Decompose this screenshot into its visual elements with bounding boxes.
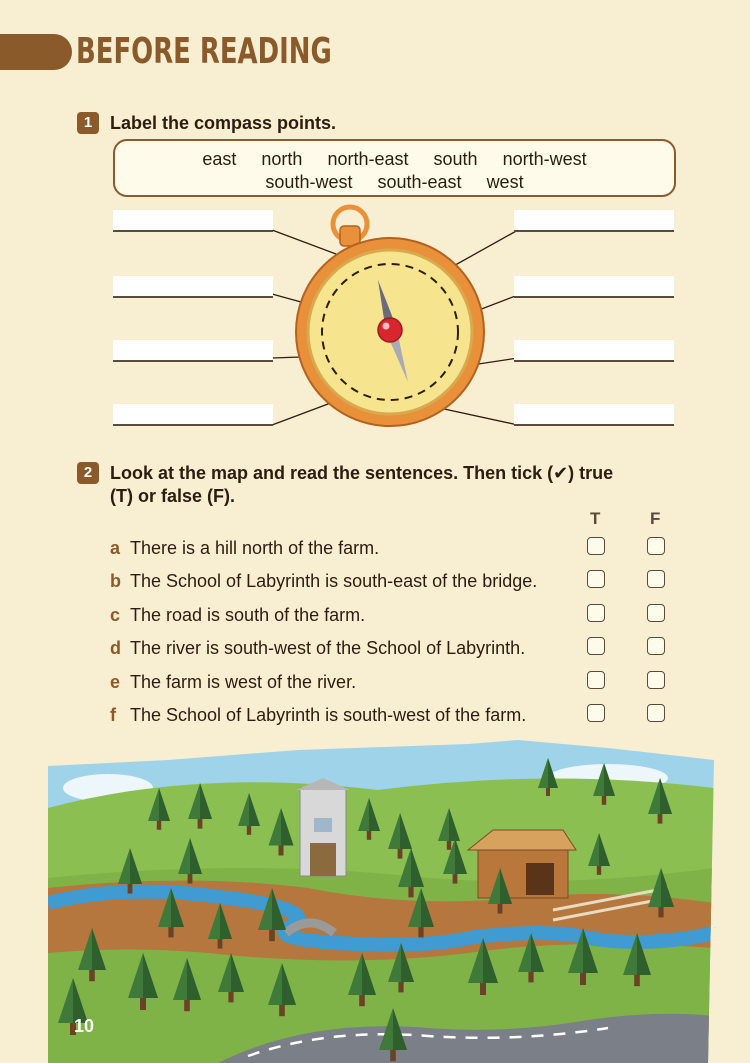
checkbox-false-e[interactable] xyxy=(647,671,665,689)
checkbox-false-d[interactable] xyxy=(647,637,665,655)
question-1-number: 1 xyxy=(77,112,99,134)
word-bank-item: west xyxy=(486,172,524,192)
map-illustration xyxy=(48,738,714,1063)
checkbox-false-f[interactable] xyxy=(647,704,665,722)
statement-letter: b xyxy=(110,571,121,591)
school-of-labyrinth xyxy=(296,778,350,876)
statement-text: The river is south-west of the School of Labyrinth. xyxy=(130,638,526,658)
statement-row xyxy=(110,535,670,561)
question-2-instruction-line-2: (T) or false (F). xyxy=(110,486,235,506)
checkbox-false-c[interactable] xyxy=(647,604,665,622)
checkbox-true-c[interactable] xyxy=(587,604,605,622)
word-bank-item: south-west xyxy=(265,172,353,192)
answer-line-right-4[interactable] xyxy=(514,404,674,426)
answer-line-left-3[interactable] xyxy=(113,340,273,362)
statement-row xyxy=(110,702,670,728)
checkbox-false-a[interactable] xyxy=(647,537,665,555)
word-bank-item: north-west xyxy=(502,149,587,169)
answer-line-left-1[interactable] xyxy=(113,210,273,232)
statement-row xyxy=(110,669,670,695)
answer-line-left-2[interactable] xyxy=(113,276,273,298)
statement-text: The School of Labyrinth is south-west of the farm. xyxy=(130,705,527,725)
section-title: BEFORE READING xyxy=(76,31,332,72)
answer-line-left-4[interactable] xyxy=(113,404,273,426)
word-bank-item: north-east xyxy=(327,149,409,169)
compass-pivot xyxy=(378,318,402,342)
statement-row xyxy=(110,602,670,628)
column-header-true: T xyxy=(590,509,601,528)
statement-letter: f xyxy=(110,705,116,725)
answer-line-right-2[interactable] xyxy=(514,276,674,298)
word-bank-line-2 xyxy=(115,172,674,193)
statement-row xyxy=(110,635,670,661)
checkbox-false-b[interactable] xyxy=(647,570,665,588)
word-bank-item: east xyxy=(202,149,237,169)
word-bank-item: north xyxy=(261,149,303,169)
statement-text: The School of Labyrinth is south-east of the bridge. xyxy=(130,571,538,591)
checkbox-true-d[interactable] xyxy=(587,637,605,655)
word-bank xyxy=(113,139,676,197)
checkbox-true-a[interactable] xyxy=(587,537,605,555)
statement-text: There is a hill north of the farm. xyxy=(130,538,380,558)
page-number: 10 xyxy=(74,1016,95,1036)
column-header-false: F xyxy=(650,509,661,528)
statement-letter: c xyxy=(110,605,121,625)
statement-text: The road is south of the farm. xyxy=(130,605,366,625)
answer-line-right-1[interactable] xyxy=(514,210,674,232)
word-bank-line-1 xyxy=(115,149,674,170)
statement-letter: a xyxy=(110,538,121,558)
statement-row xyxy=(110,568,670,594)
question-2-instruction-line-1: Look at the map and read the sentences. Then tick (✔) true xyxy=(110,463,614,483)
farm-barn xyxy=(468,830,576,898)
statement-letter: d xyxy=(110,638,121,658)
statement-text: The farm is west of the river. xyxy=(130,672,357,692)
answer-line-right-3[interactable] xyxy=(514,340,674,362)
word-bank-item: south xyxy=(433,149,478,169)
statement-letter: e xyxy=(110,672,121,692)
question-1-instruction: Label the compass points. xyxy=(110,113,337,133)
checkbox-true-f[interactable] xyxy=(587,704,605,722)
word-bank-item: south-east xyxy=(377,172,462,192)
checkbox-true-b[interactable] xyxy=(587,570,605,588)
header-accent-bar xyxy=(0,34,72,70)
question-2-number: 2 xyxy=(77,462,99,484)
checkbox-true-e[interactable] xyxy=(587,671,605,689)
